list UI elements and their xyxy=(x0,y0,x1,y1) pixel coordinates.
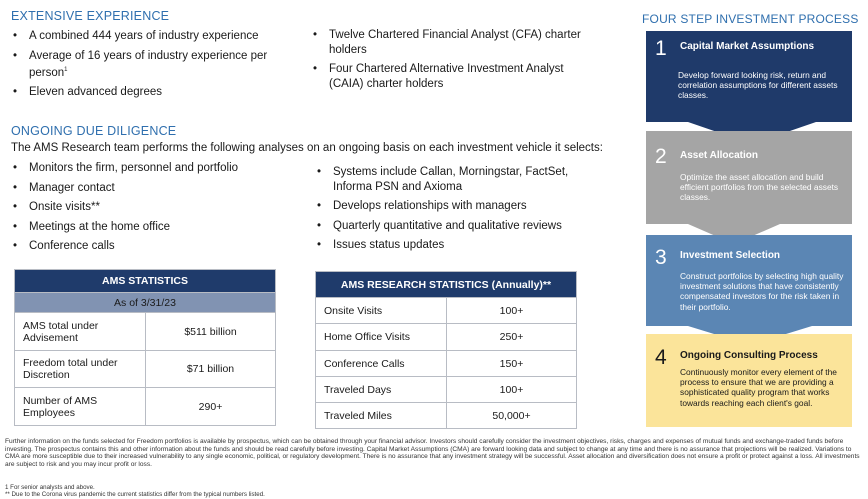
step-description: Construct portfolios by selecting high quality investment solutions that have consistently compensated investors for the risk taken in their portfolio. xyxy=(680,271,844,312)
step-number: 1 xyxy=(655,37,667,60)
table-row: AMS total under Advisement $511 billion xyxy=(15,313,276,351)
list-item: • Four Chartered Alternative Investment Analyst (CAIA) charter holders xyxy=(311,62,601,91)
diligence-list-left xyxy=(11,161,301,259)
experience-list-right xyxy=(311,28,601,96)
footnote-marker: 1 xyxy=(64,67,68,73)
research-statistics-table xyxy=(315,271,577,429)
step-title: Asset Allocation xyxy=(680,150,758,161)
list-item: • Twelve Chartered Financial Analyst (CFA) charter holders xyxy=(311,28,601,57)
step-number: 3 xyxy=(655,246,667,269)
table-row: Traveled Miles 50,000+ xyxy=(316,403,577,429)
process-step-4 xyxy=(646,334,852,427)
step-description: Continuously monitor every element of the process to ensure that we are providing a sophisticated quality program that works towards reaching each client's goal. xyxy=(680,367,837,408)
list-item: • Conference calls xyxy=(11,239,301,254)
ams-statistics-title: AMS STATISTICS xyxy=(15,270,276,293)
step-title: Capital Market Assumptions xyxy=(680,41,815,52)
footnote-1: 1 For senior analysts and above. xyxy=(5,484,95,491)
table-row: Traveled Days 100+ xyxy=(316,377,577,403)
list-item: • Average of 16 years of industry experience per person$^1$ xyxy=(11,49,301,81)
list-item: • Systems include Callan, Morningstar, FactSet, Informa PSN and Axioma xyxy=(315,165,605,194)
list-item: • Issues status updates xyxy=(315,238,605,253)
footnote-2: ** Due to the Corona virus pandemic the current statistics differ from the typical numbers listed. xyxy=(5,491,265,498)
step-number: 4 xyxy=(655,346,667,369)
table-row: Number of AMS Employees 290+ xyxy=(15,388,276,426)
table-row: Freedom total under Discretion $71 billion xyxy=(15,351,276,388)
table-row: Conference Calls 150+ xyxy=(316,351,577,377)
list-item: • Meetings at the home office xyxy=(11,220,301,235)
diligence-intro: The AMS Research team performs the following analyses on an ongoing basis on each investment vehicle it selects: xyxy=(11,142,603,154)
table-row: Onsite Visits 100+ xyxy=(316,298,577,324)
table-row: Home Office Visits 250+ xyxy=(316,324,577,351)
list-item: • Onsite visits** xyxy=(11,200,301,215)
research-statistics-title: AMS RESEARCH STATISTICS (Annually)** xyxy=(316,272,577,298)
diligence-list-right xyxy=(315,165,605,258)
list-item: • Manager contact xyxy=(11,181,301,196)
list-item: • A combined 444 years of industry experience xyxy=(11,29,301,44)
ams-statistics-table xyxy=(14,269,276,426)
step-description: Optimize the asset allocation and build efficient portfolios from the selected assets classes. xyxy=(680,172,839,203)
experience-heading: EXTENSIVE EXPERIENCE xyxy=(11,9,170,23)
step-number: 2 xyxy=(655,145,667,168)
list-item: • Develops relationships with managers xyxy=(315,199,605,214)
list-item: • Eleven advanced degrees xyxy=(11,85,301,100)
list-item: • Quarterly quantitative and qualitative reviews xyxy=(315,219,605,234)
process-step-1 xyxy=(646,31,852,122)
ams-statistics-date: As of 3/31/23 xyxy=(15,293,276,313)
diligence-heading: ONGOING DUE DILIGENCE xyxy=(11,124,177,138)
step-description: Develop forward looking risk, return and correlation assumptions for different assets classes. xyxy=(678,70,838,101)
process-step-2 xyxy=(646,131,852,224)
step-title: Investment Selection xyxy=(680,250,781,261)
experience-list-left xyxy=(11,29,301,105)
step-title: Ongoing Consulting Process xyxy=(680,350,818,361)
list-item: • Monitors the firm, personnel and portfolio xyxy=(11,161,301,176)
disclaimer: Further information on the funds selected for Freedom portfolios is available by prospectus, which can be obtained through your financial advisor. Investors should carefully consider the investment objectives, risks, charges and expenses of mutual funds and exchange-traded funds before investing. The prospectus contains this and other information about the funds and should be read carefully before investing. Capital Market Assumptions (CMA) are forward looking data and subject to change at any time and there is no assurance that projections will be realized. Variations to CMA are more susceptible due to their increased vulnerability to any single economic, political, or regulatory development. There is no assurance that any investment strategy will be successful. Asset allocation and diversification does not ensure a profit or protect against a loss. All investments are subject to risk and you may incur profit or loss. xyxy=(5,438,860,468)
process-heading: FOUR STEP INVESTMENT PROCESS xyxy=(642,12,859,26)
process-step-3 xyxy=(646,235,852,326)
